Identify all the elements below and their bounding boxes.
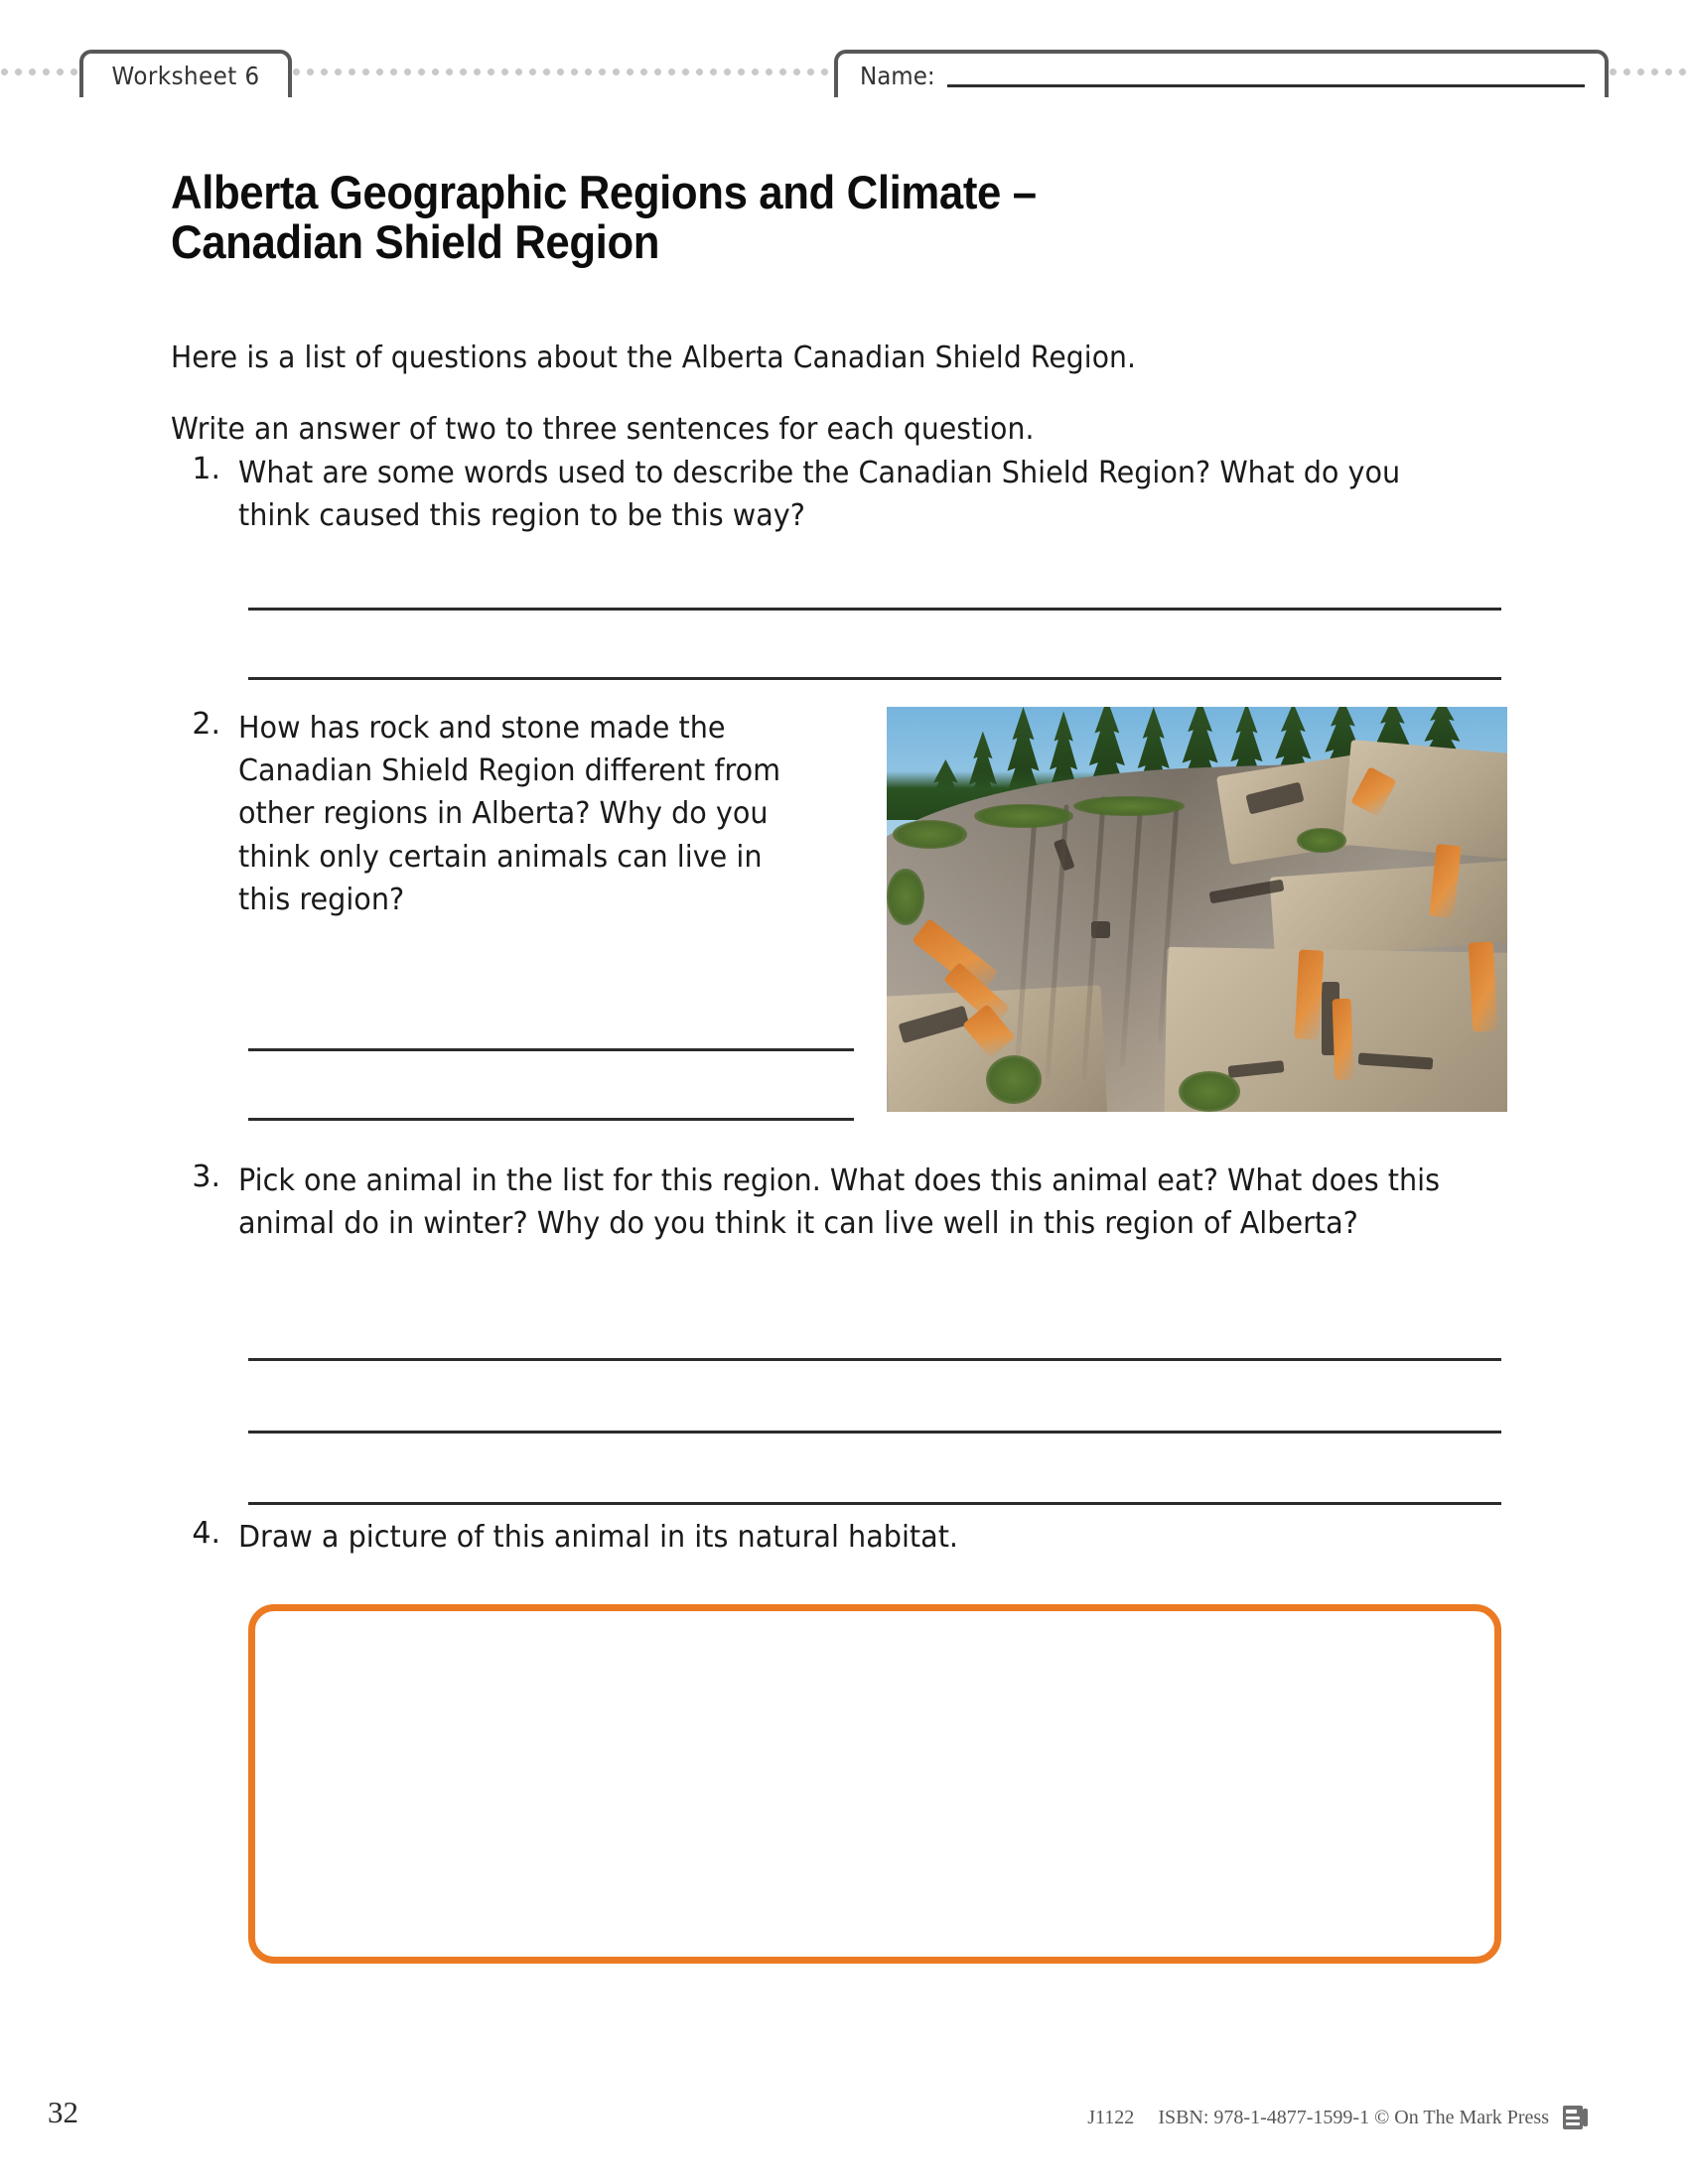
rocky-cliff-photo <box>887 707 1507 1112</box>
question-4-text: Draw a picture of this animal in its natural habitat. <box>238 1520 959 1555</box>
question-2-number: 2. <box>192 707 220 742</box>
book-logo-icon <box>1561 2103 1591 2132</box>
footer-product-code: J1122 <box>1087 2106 1135 2128</box>
question-1-answer-line-2[interactable] <box>248 677 1501 680</box>
question-3-answer-line-2[interactable] <box>248 1431 1501 1433</box>
footer-metadata <box>1087 2103 1591 2132</box>
name-field-input-rule[interactable] <box>947 84 1585 87</box>
worksheet-tab-label: Worksheet 6 <box>111 61 260 90</box>
question-3-answer-line-1[interactable] <box>248 1358 1501 1361</box>
header-dotted-rule-left <box>0 68 79 76</box>
question-2-answer-line-1[interactable] <box>248 1048 854 1051</box>
question-3 <box>185 1160 1505 1245</box>
header-dotted-rule-right <box>1609 68 1688 76</box>
photo-moss-patch <box>986 1055 1042 1104</box>
photo-moss-patch <box>974 804 1073 828</box>
photo-moss-patch <box>887 869 924 925</box>
question-4 <box>185 1516 1505 1559</box>
question-3-number: 3. <box>192 1160 220 1194</box>
question-1-number: 1. <box>192 452 220 486</box>
question-3-text: Pick one animal in the list for this region. What does this animal eat? What does this animal do in winter? Why do you think it can live well in this region of Alberta? <box>238 1163 1441 1242</box>
worksheet-tab <box>79 50 292 97</box>
page-title-line-2: Canadian Shield Region <box>171 215 660 269</box>
question-1 <box>185 452 1505 537</box>
question-2-answer-line-2[interactable] <box>248 1118 854 1121</box>
question-2 <box>185 707 820 921</box>
question-2-text: How has rock and stone made the Canadian Shield Region different from other regions in Alberta? Why do you think only certain animals can live in this region? <box>238 711 781 917</box>
page-title-line-1: Alberta Geographic Regions and Climate – <box>171 166 1037 219</box>
question-1-answer-line-1[interactable] <box>248 608 1501 611</box>
intro-paragraph-2: Write an answer of two to three sentences for each question. <box>171 412 1035 447</box>
photo-moss-patch <box>1073 796 1186 816</box>
page-header <box>0 30 1688 91</box>
photo-moss-patch <box>893 820 967 849</box>
photo-rust-stain <box>1468 941 1497 1031</box>
photo-rust-stain <box>1333 998 1354 1079</box>
photo-moss-patch <box>1179 1071 1241 1112</box>
name-field-label: Name: <box>860 61 935 90</box>
footer-isbn-copyright: ISBN: 978-1-4877-1599-1 © On The Mark Press <box>1158 2106 1549 2128</box>
photo-moss-patch <box>1297 828 1346 852</box>
name-field-box[interactable] <box>834 50 1609 97</box>
question-4-number: 4. <box>192 1516 220 1551</box>
page-number: 32 <box>48 2095 78 2129</box>
question-1-text: What are some words used to describe the Canadian Shield Region? What do you think caused this region to be this way? <box>238 456 1401 534</box>
header-dotted-rule-middle <box>292 68 834 76</box>
page-title <box>171 168 1326 267</box>
question-3-answer-line-3[interactable] <box>248 1502 1501 1505</box>
photo-rust-stain <box>1294 949 1324 1039</box>
drawing-area-box[interactable] <box>248 1604 1501 1964</box>
intro-paragraph-1: Here is a list of questions about the Alberta Canadian Shield Region. <box>171 341 1137 375</box>
